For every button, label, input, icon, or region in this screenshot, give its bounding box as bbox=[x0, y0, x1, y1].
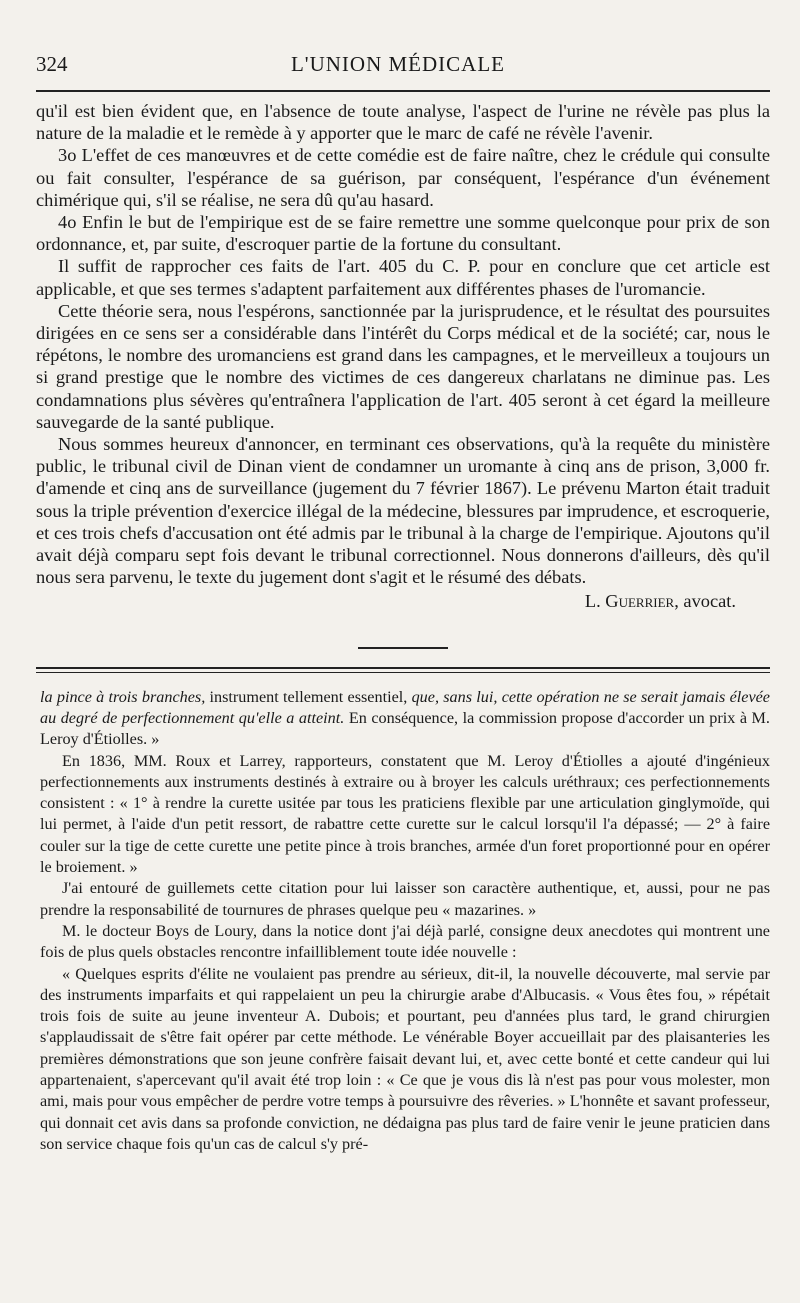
feuilleton-rule bbox=[36, 667, 770, 673]
feuilleton-paragraph-boys-de-loury: M. le docteur Boys de Loury, dans la notice dont j'ai déjà parlé, consigne deux anecdotes qui montrent une fois de plus quels obstacles rencontre infailliblement toute idée nouvelle : bbox=[40, 921, 770, 962]
header-rule bbox=[36, 90, 770, 92]
intro-text-2: En conséquence, la commission propose d'accorder un prix à M. Leroy d'Étiolles. » bbox=[40, 708, 770, 749]
paragraph-article-405: Il suffit de rapprocher ces faits de l'art. 405 du C. P. pour en conclure que cet article est applicable, et que ses termes s'adaptent parfaitement aux différentes phases de l'uromancie. bbox=[36, 256, 770, 299]
intro-italic-2: que, sans lui, cette opération ne se serait jamais élevée au degré de perfectionnement qu'elle a atteint. bbox=[40, 687, 770, 727]
page-number: 324 bbox=[36, 52, 68, 76]
main-article bbox=[36, 100, 770, 613]
signature-surname: uerrier bbox=[618, 591, 675, 612]
signature-suffix: , avocat. bbox=[674, 591, 736, 612]
journal-title: L'UNION MÉDICALE bbox=[290, 52, 505, 76]
paragraph-dinan-case: Nous sommes heureux d'annoncer, en terminant ces observations, qu'à la requête du ministère public, le tribunal civil de Dinan vient de condamner un uromante à cinq ans de prison, 3,000 fr. d'amende et cinq ans de surveillance (jugement du 7 février 1867). Le prévenu Marton était traduit sous la triple prévention d'exercice illégal de la médecine, blessures par imprudence, et escroquerie, et ces trois chefs d'accusation ont été admis par le tribunal à la charge de l'empirique. Ajoutons qu'il avait déjà comparu sept fois devant le tribunal correctionnel. Nous donnerons d'ailleurs, dès qu'il nous sera parvenu, le texte du jugement dont s'agit et le résumé des débats. bbox=[36, 434, 770, 588]
feuilleton-paragraph-anecdotes: « Quelques esprits d'élite ne voulaient pas prendre au sérieux, dit-il, la nouvelle découverte, mal servie par des instruments imparfaits et qui rappelaient un peu la chirurgie arabe d'Albucasis. « Vous êtes fou, » répétait trois fois de suite au jeune inventeur A. Dubois; et pourtant, peu d'années plus tard, le grand chirurgien s'applaudissait de s'être fait opérer par cette méthode. Le vénérable Boyer accueillait par des plaisanteries les premières démonstrations que son jeune confrère faisait devant lui, et, avec cette bonté et cette candeur qui lui appartenaient, s'apercevant qu'il avait été trop loin : « Ce que je vous dis là n'est pas pour vous molester, mon ami, mais pour vous empêcher de perdre votre temps à poursuivre des rêveries. » L'honnête et savant professeur, qui donnait cet avis dans sa profonde conviction, ne dédaigna pas plus tard de faire venir le jeune praticien dans son service chaque fois qu'un cas de calcul s'y pré- bbox=[40, 964, 770, 1153]
paragraph-point-4: 4o Enfin le but de l'empirique est de se faire remettre une somme quelconque pour prix de son ordonnance, et, par suite, d'escroquer partie de la fortune du consultant. bbox=[36, 212, 770, 255]
feuilleton bbox=[36, 687, 770, 1156]
intro-text-1: instrument tellement essentiel, bbox=[205, 687, 412, 706]
feuilleton-paragraph-1836: En 1836, MM. Roux et Larrey, rapporteurs, constatent que M. Leroy d'Étiolles a ajouté d'ingénieux perfectionnements aux instruments destinés à extraire ou à broyer les calculs uréthraux; ces perfectionnements consistent : « 1° à rendre la curette usitée par tous les praticiens flexible par une articulation ginglymoïde, qui lui permet, à l'aide d'un petit ressort, de rabattre cette curette sur le calcul lorsqu'il l'a dépassé; — 2° à faire couler sur la tige de cette curette une petite pince à trois branches, armée d'un foret proportionné pour en opérer le broiement. » bbox=[40, 751, 770, 877]
running-header bbox=[36, 52, 770, 82]
signature-initial: L. G bbox=[584, 591, 619, 612]
intro-italic-1: la pince à trois branches, bbox=[40, 687, 206, 706]
feuilleton-paragraph-guillemets: J'ai entouré de guillemets cette citation pour lui laisser son caractère authentique, et, aussi, pour ne pas prendre la responsabilité de tournures de phrases quelque peu « mazarines. » bbox=[40, 879, 770, 919]
section-separator bbox=[358, 647, 448, 649]
paragraph-theory: Cette théorie sera, nous l'espérons, sanctionnée par la jurisprudence, et le résultat des poursuites dirigées en ce sens ser a considérable dans l'intérêt du Corps médical et de la société; car, nous le répétons, le nombre des uromanciens est grand dans les campagnes, et le merveilleux a toujours un si grand prestige que le nombre des victimes de ces dangereux charlatans ne diminue pas. Les condamnations plus sévères qu'entraînera l'application de l'art. 405 seront à cet égard la meilleure sauvegarde de la santé publique. bbox=[36, 300, 770, 432]
paragraph-continuation: qu'il est bien évident que, en l'absence de toute analyse, l'aspect de l'urine ne révèle pas plus la nature de la maladie et le remède à y apporter que le marc de café ne révèle l'avenir. bbox=[36, 101, 770, 144]
author-signature bbox=[36, 590, 770, 612]
paragraph-point-3: 3o L'effet de ces manœuvres et de cette comédie est de faire naître, chez le crédule qui consulte ou fait consulter, l'espérance de sa guérison, par conséquent, l'espérance d'un événement chimérique qui, s'il se réalise, ne sera dû qu'au hasard. bbox=[36, 145, 770, 210]
feuilleton-intro bbox=[40, 687, 770, 751]
